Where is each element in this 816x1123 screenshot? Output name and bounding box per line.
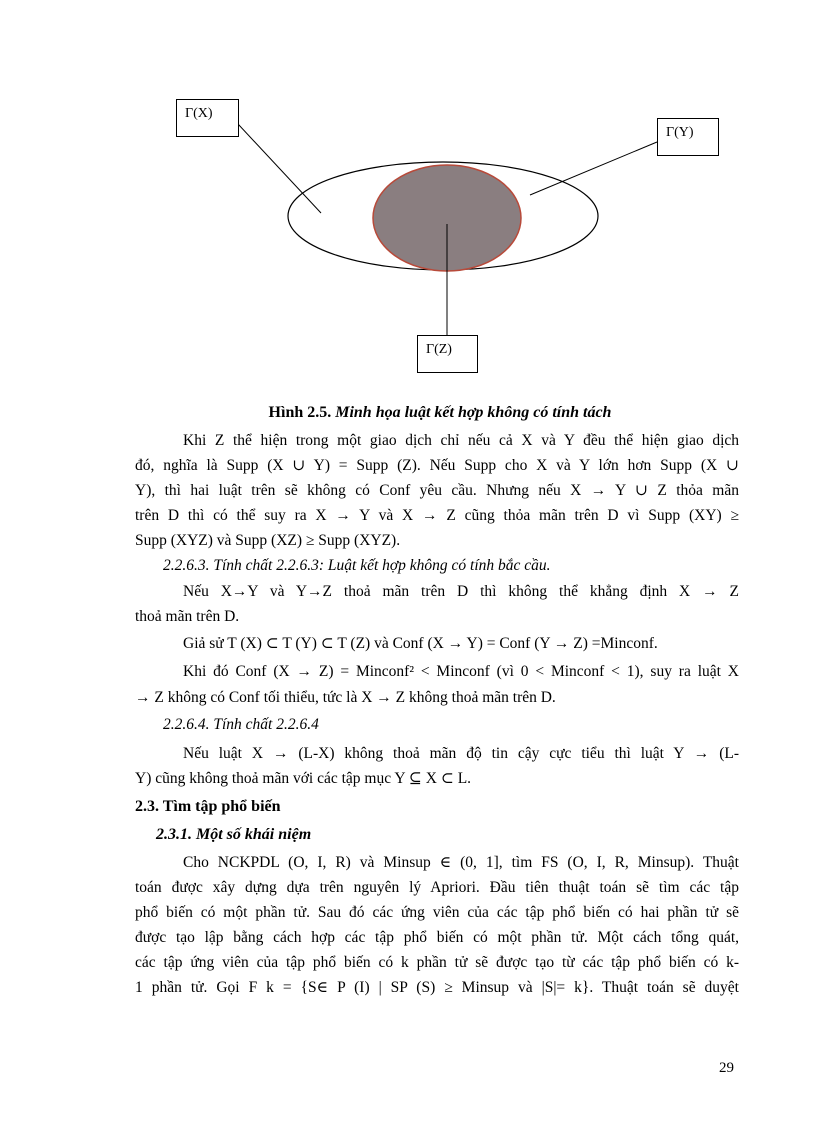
text-line: Khi Z thể hiện trong một giao dịch chỉ nếu cả X và Y đều thể hiện giao dịch bbox=[183, 432, 739, 449]
text-line: đó, nghĩa là Supp (X ∪ Y) = Supp (Z). Nếu Supp cho X và Y lớn hơn Supp (X ∪ bbox=[135, 457, 739, 474]
subsection-heading: 2.3.1. Một số khái niệm bbox=[156, 826, 312, 843]
pointer-line-ty bbox=[530, 142, 657, 195]
text-line: Y), thì hai luật trên sẽ không có Conf yêu cầu. Nhưng nếu X → Y ∪ Z thỏa mãn bbox=[135, 482, 739, 499]
text-line: Nếu luật X → (L-X) không thoả mãn độ tin cậy cực tiểu thì luật Y → (L- bbox=[183, 745, 739, 762]
section-heading: 2.3. Tìm tập phổ biến bbox=[135, 798, 281, 815]
label-tx: Γ(X) bbox=[185, 106, 213, 121]
caption-label: Hình 2.5. bbox=[268, 404, 332, 421]
text-line: Nếu X→Y và Y→Z thoả mãn trên D thì không thể khẳng định X → Z bbox=[183, 583, 739, 600]
figure-caption bbox=[0, 404, 816, 422]
label-ty: Γ(Y) bbox=[666, 125, 694, 140]
text-line: trên D thì có thể suy ra X → Y và X → Z cũng thỏa mãn trên D vì Supp (XY) ≥ bbox=[135, 507, 739, 524]
text-line: Giả sử T (X) ⊂ T (Y) ⊂ T (Z) và Conf (X → Y) = Conf (Y → Z) =Minconf. bbox=[183, 635, 658, 652]
text-line: các tập ứng viên của tập phổ biến có k phần tử sẽ được tạo từ các tập phổ biến có k- bbox=[135, 954, 739, 971]
venn-diagram bbox=[0, 0, 816, 400]
text-line: → Z không có Conf tối thiểu, tức là X → Z không thoả mãn trên D. bbox=[135, 689, 556, 706]
label-tz: Γ(Z) bbox=[426, 342, 452, 357]
text-line: Cho NCKPDL (O, I, R) và Minsup ∈ (0, 1], tìm FS (O, I, R, Minsup). Thuật bbox=[183, 854, 739, 871]
subsection-heading: 2.2.6.4. Tính chất 2.2.6.4 bbox=[163, 716, 319, 733]
text-line: phổ biến có một phần tử. Sau đó các ứng viên của các tập phổ biến có hai phần tử sẽ bbox=[135, 904, 739, 921]
text-line: 1 phần tử. Gọi F k = {S∈ P (I) | SP (S) ≥ Minsup và |S|= k}. Thuật toán sẽ duyệt bbox=[135, 979, 739, 996]
subsection-heading: 2.2.6.3. Tính chất 2.2.6.3: Luật kết hợp không có tính bắc cầu. bbox=[163, 557, 551, 574]
page-number: 29 bbox=[719, 1060, 734, 1076]
text-line: toán được xây dựng dựa trên nguyên lý Apriori. Đầu tiên thuật toán sẽ tìm các tập bbox=[135, 879, 739, 896]
text-line: Khi đó Conf (X → Z) = Minconf² < Minconf (vì 0 < Minconf < 1), suy ra luật X bbox=[183, 663, 739, 680]
text-line: được tạo lập bằng cách hợp các tập phổ biến có một phần tử. Một cách tổng quát, bbox=[135, 929, 739, 946]
text-line: Supp (XYZ) và Supp (XZ) ≥ Supp (XYZ). bbox=[135, 532, 401, 549]
text-line: thoả mãn trên D. bbox=[135, 608, 240, 625]
figure-venn bbox=[0, 0, 816, 400]
text-line: Y) cũng không thoả mãn với các tập mục Y ⊆ X ⊂ L. bbox=[135, 770, 472, 787]
caption-text: Minh họa luật kết hợp không có tính tách bbox=[335, 404, 612, 421]
pointer-line-tx bbox=[238, 124, 321, 213]
